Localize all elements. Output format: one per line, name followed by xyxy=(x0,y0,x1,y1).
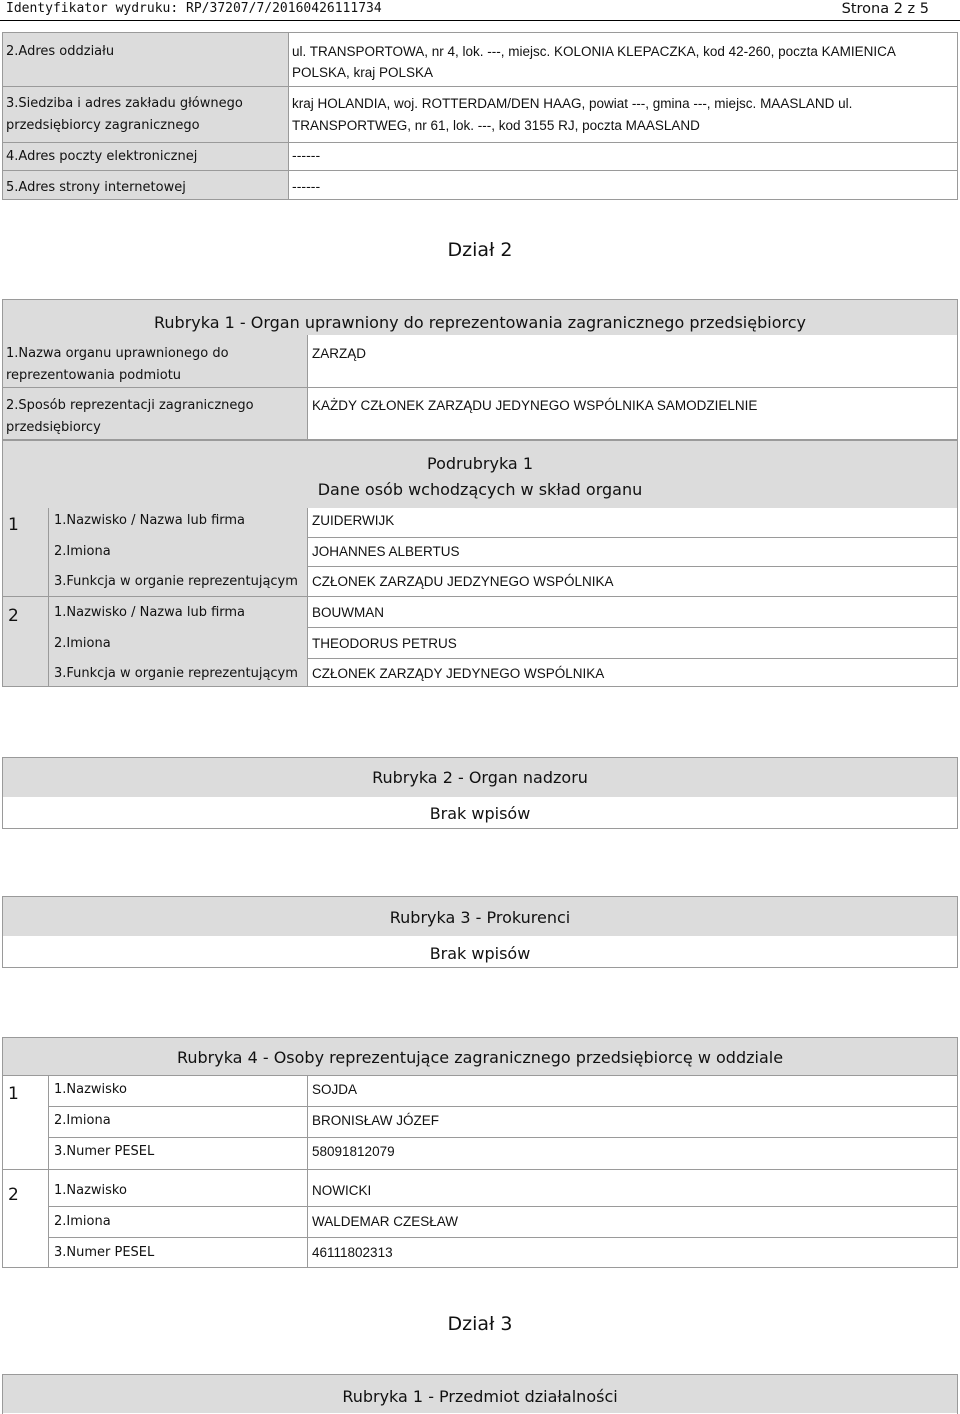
rubryka2-title: Rubryka 2 - Organ nadzoru xyxy=(372,768,588,787)
first-names-value: THEODORUS PETRUS xyxy=(312,636,457,651)
first-names-value: JOHANNES ALBERTUS xyxy=(312,544,460,559)
row-separator xyxy=(307,537,958,538)
email-value: ------ xyxy=(292,149,321,164)
main-seat-label-line2: przedsiębiorcy zagranicznego xyxy=(6,118,200,133)
row-separator xyxy=(48,1137,958,1138)
row-separator xyxy=(48,1206,958,1207)
header-divider xyxy=(0,20,960,21)
row-separator xyxy=(307,566,958,567)
section-title-dzial-2: Dział 2 xyxy=(447,239,513,261)
row-separator xyxy=(307,627,958,628)
main-seat-label-line1: 3.Siedziba i adres zakładu głównego xyxy=(6,96,243,111)
email-label: 4.Adres poczty elektronicznej xyxy=(6,149,198,164)
branch-address-label: 2.Adres oddziału xyxy=(6,44,115,59)
row-separator xyxy=(2,1075,958,1076)
row-separator xyxy=(307,658,958,659)
function-label: 3.Funkcja w organie reprezentującym xyxy=(54,666,298,681)
surname-value: NOWICKI xyxy=(312,1183,372,1198)
dzial3-rubryka1-title: Rubryka 1 - Przedmiot działalności xyxy=(342,1387,618,1406)
podrubryka-title: Podrubryka 1 xyxy=(427,454,533,473)
representation-method-label-line1: 2.Sposób reprezentacji zagranicznego xyxy=(6,398,254,413)
row-separator xyxy=(2,387,958,388)
main-seat-value-line2: TRANSPORTWEG, nr 61, lok. ---, kod 3155 RJ, poczta MAASLAND xyxy=(292,118,700,133)
rubryka4-title: Rubryka 4 - Osoby reprezentujące zagranicznego przedsiębiorcę w oddziale xyxy=(176,1048,784,1067)
representation-method-value: KAŻDY CZŁONEK ZARZĄDU JEDYNEGO WSPÓLNIKA SAMODZIELNIE xyxy=(312,398,758,413)
podrubryka-table xyxy=(2,440,958,687)
organ-name-label-line2: reprezentowania podmiotu xyxy=(6,368,182,383)
first-names-value: BRONISŁAW JÓZEF xyxy=(312,1113,440,1128)
print-identifier: Identyfikator wydruku: RP/37207/7/20160426111734 xyxy=(6,1,382,16)
branch-address-value-line2: POLSKA, kraj POLSKA xyxy=(292,65,434,80)
rubryka3-title: Rubryka 3 - Prokurenci xyxy=(389,908,571,927)
function-label: 3.Funkcja w organie reprezentującym xyxy=(54,574,298,589)
column-divider xyxy=(307,1075,308,1268)
row-separator xyxy=(48,1237,958,1238)
row-separator xyxy=(2,596,958,597)
first-names-label: 2.Imiona xyxy=(54,1214,111,1229)
row-separator xyxy=(48,1106,958,1107)
person-number: 1 xyxy=(8,1084,19,1104)
row-separator xyxy=(2,86,958,87)
pesel-label: 3.Numer PESEL xyxy=(54,1144,155,1159)
row-separator xyxy=(2,142,958,143)
branch-address-value-line1: ul. TRANSPORTOWA, nr 4, lok. ---, miejsc. KOLONIA KLEPACZKA, kod 42-260, poczta KAMIENICA xyxy=(292,44,896,59)
function-value: CZŁONEK ZARZĄDU JEDZYNEGO WSPÓLNIKA xyxy=(312,574,614,589)
surname-label: 1.Nazwisko xyxy=(54,1183,127,1198)
organ-name-value: ZARZĄD xyxy=(312,346,366,361)
main-seat-value-line1: kraj HOLANDIA, woj. ROTTERDAM/DEN HAAG, powiat ---, gmina ---, miejsc. MAASLAND ul. xyxy=(292,96,853,111)
top-table-divider xyxy=(288,32,289,200)
surname-value: SOJDA xyxy=(312,1082,358,1097)
column-divider xyxy=(48,508,49,687)
representation-method-label-line2: przedsiębiorcy xyxy=(6,420,101,435)
column-divider xyxy=(307,508,308,687)
first-names-value: WALDEMAR CZESŁAW xyxy=(312,1214,459,1229)
surname-label: 1.Nazwisko / Nazwa lub firma xyxy=(54,513,246,528)
section-title-dzial-3: Dział 3 xyxy=(447,1313,513,1335)
surname-label: 1.Nazwisko / Nazwa lub firma xyxy=(54,605,246,620)
surname-value: BOUWMAN xyxy=(312,605,384,620)
rubryka2-empty-text: Brak wpisów xyxy=(429,804,531,823)
row-separator xyxy=(2,1169,958,1170)
organ-name-label-line1: 1.Nazwa organu uprawnionego do xyxy=(6,346,229,361)
podrubryka-subtitle: Dane osób wchodzących w skład organu xyxy=(317,480,643,499)
first-names-label: 2.Imiona xyxy=(54,544,111,559)
website-value: ------ xyxy=(292,180,321,195)
surname-label: 1.Nazwisko xyxy=(54,1082,127,1097)
website-label: 5.Adres strony internetowej xyxy=(6,180,186,195)
rubryka3-empty-text: Brak wpisów xyxy=(429,944,531,963)
pesel-value: 46111802313 xyxy=(312,1245,393,1260)
function-value: CZŁONEK ZARZĄDY JEDYNEGO WSPÓLNIKA xyxy=(312,666,605,681)
pesel-value: 58091812079 xyxy=(312,1144,395,1159)
surname-value: ZUIDERWIJK xyxy=(312,513,395,528)
person-number: 2 xyxy=(8,1185,19,1205)
page-number: Strona 2 z 5 xyxy=(841,1,929,17)
rubryka1-title: Rubryka 1 - Organ uprawniony do reprezentowania zagranicznego przedsiębiorcy xyxy=(154,313,806,332)
pesel-label: 3.Numer PESEL xyxy=(54,1245,155,1260)
first-names-label: 2.Imiona xyxy=(54,636,111,651)
row-separator xyxy=(2,170,958,171)
person-number: 1 xyxy=(8,515,19,535)
column-divider xyxy=(48,1075,49,1268)
person-number: 2 xyxy=(8,606,19,626)
first-names-label: 2.Imiona xyxy=(54,1113,111,1128)
